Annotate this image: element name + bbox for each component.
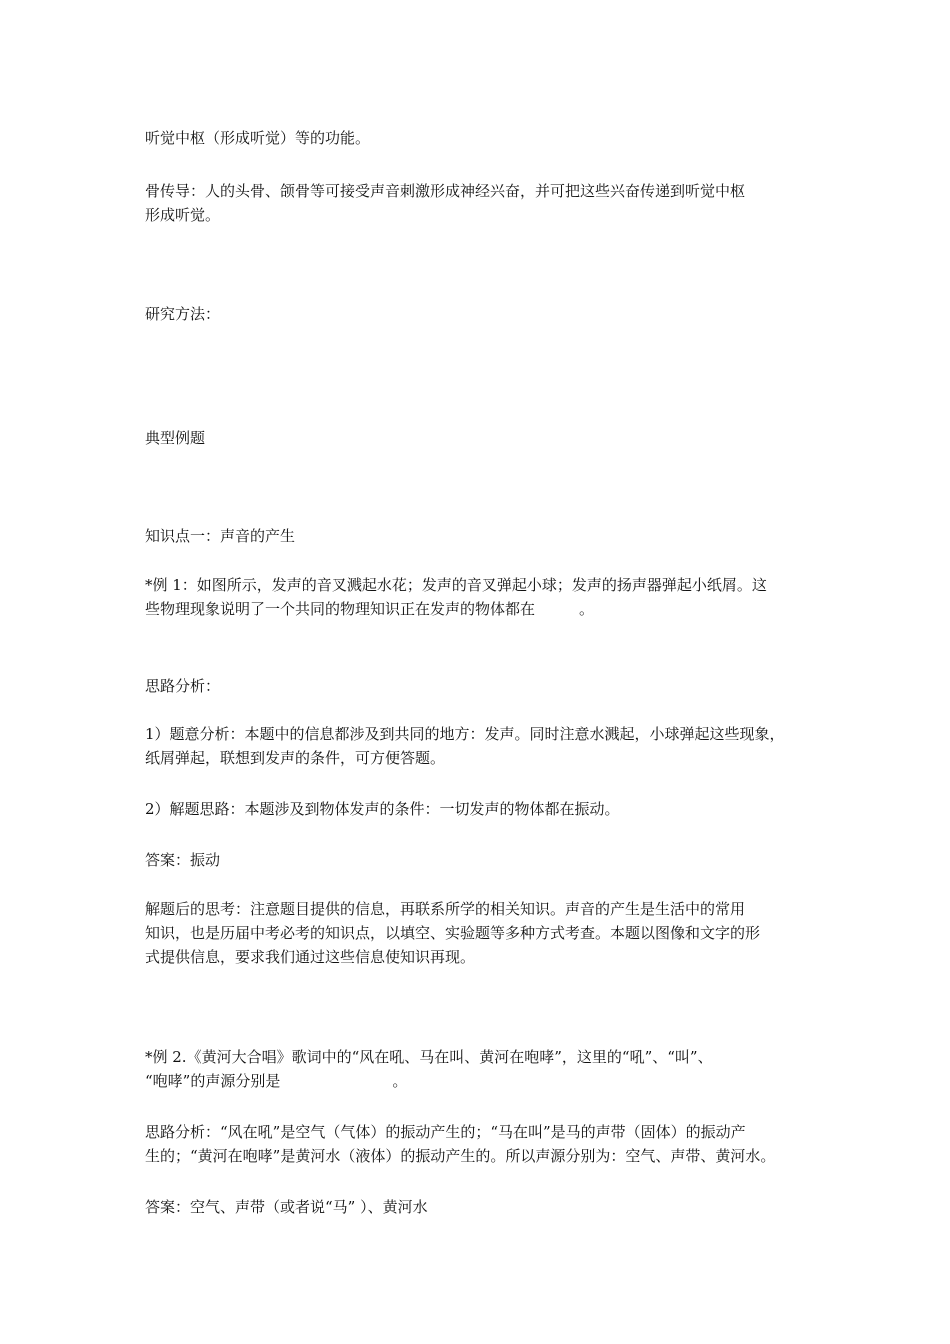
text-line: *例 2.《黄河大合唱》歌词中的“风在吼、马在叫、黄河在咆哮”，这里的“吼”、“叫”、 [145,1048,713,1066]
text-line: “咆哮”的声源分别是 [145,1072,281,1090]
text-line: 知识，也是历届中考必考的知识点，以填空、实验题等多种方式考查。本题以图像和文字的形 [145,924,761,942]
text-line: 纸屑弹起，联想到发声的条件，可方便答题。 [145,749,446,767]
paragraph-bone-conduction [145,179,815,227]
answer-2 [145,1195,815,1219]
text-line: 答案：空气、声带（或者说“马” ）、黄河水 [145,1198,428,1216]
heading-knowledge-point-1 [145,524,815,548]
text-line: 。 [392,1072,408,1090]
text-line: 。 [579,600,595,618]
text-line: 生的；“黄河在咆哮”是黄河水（液体）的振动产生的。所以声源分别为：空气、声带、黄河水。 [145,1147,776,1165]
example-1-question [145,573,815,621]
paragraph-auditory-center [145,126,815,150]
example-2-question [145,1045,815,1093]
text-line: 1）题意分析：本题中的信息都涉及到共同的地方：发声。同时注意水溅起，小球弹起这些现象， [145,725,785,743]
reflection-paragraph [145,897,815,969]
text-line: 听觉中枢（形成听觉）等的功能。 [145,129,371,147]
heading-typical-examples [145,426,815,450]
text-line: 骨传导：人的头骨、颌骨等可接受声音刺激形成神经兴奋，并可把这些兴奋传递到听觉中枢 [145,182,746,200]
analysis-step-1 [145,722,815,770]
text-line: 答案：振动 [145,851,221,869]
text-line: 2）解题思路：本题涉及到物体发声的条件：一切发声的物体都在振动。 [145,800,620,818]
heading-research-method [145,302,815,326]
text-line: 典型例题 [145,429,206,447]
analysis-step-2 [145,797,815,821]
text-line: 式提供信息，要求我们通过这些信息使知识再现。 [145,948,476,966]
text-line: 形成听觉。 [145,206,221,224]
text-line: 知识点一：声音的产生 [145,527,296,545]
text-line: 些物理现象说明了一个共同的物理知识正在发声的物体都在 [145,600,536,618]
example-2-analysis [145,1120,815,1168]
text-line: 思路分析：“风在吼”是空气（气体）的振动产生的；“马在叫”是马的声带（固体）的振动产 [145,1123,746,1141]
text-line: *例 1：如图所示，发声的音叉溅起水花；发声的音叉弹起小球；发声的扬声器弹起小纸屑。这 [145,576,767,594]
heading-analysis [145,674,815,698]
text-line: 思路分析： [145,677,221,695]
text-line: 研究方法： [145,305,221,323]
text-line: 解题后的思考：注意题目提供的信息，再联系所学的相关知识。声音的产生是生活中的常用 [145,900,746,918]
answer-1 [145,848,815,872]
